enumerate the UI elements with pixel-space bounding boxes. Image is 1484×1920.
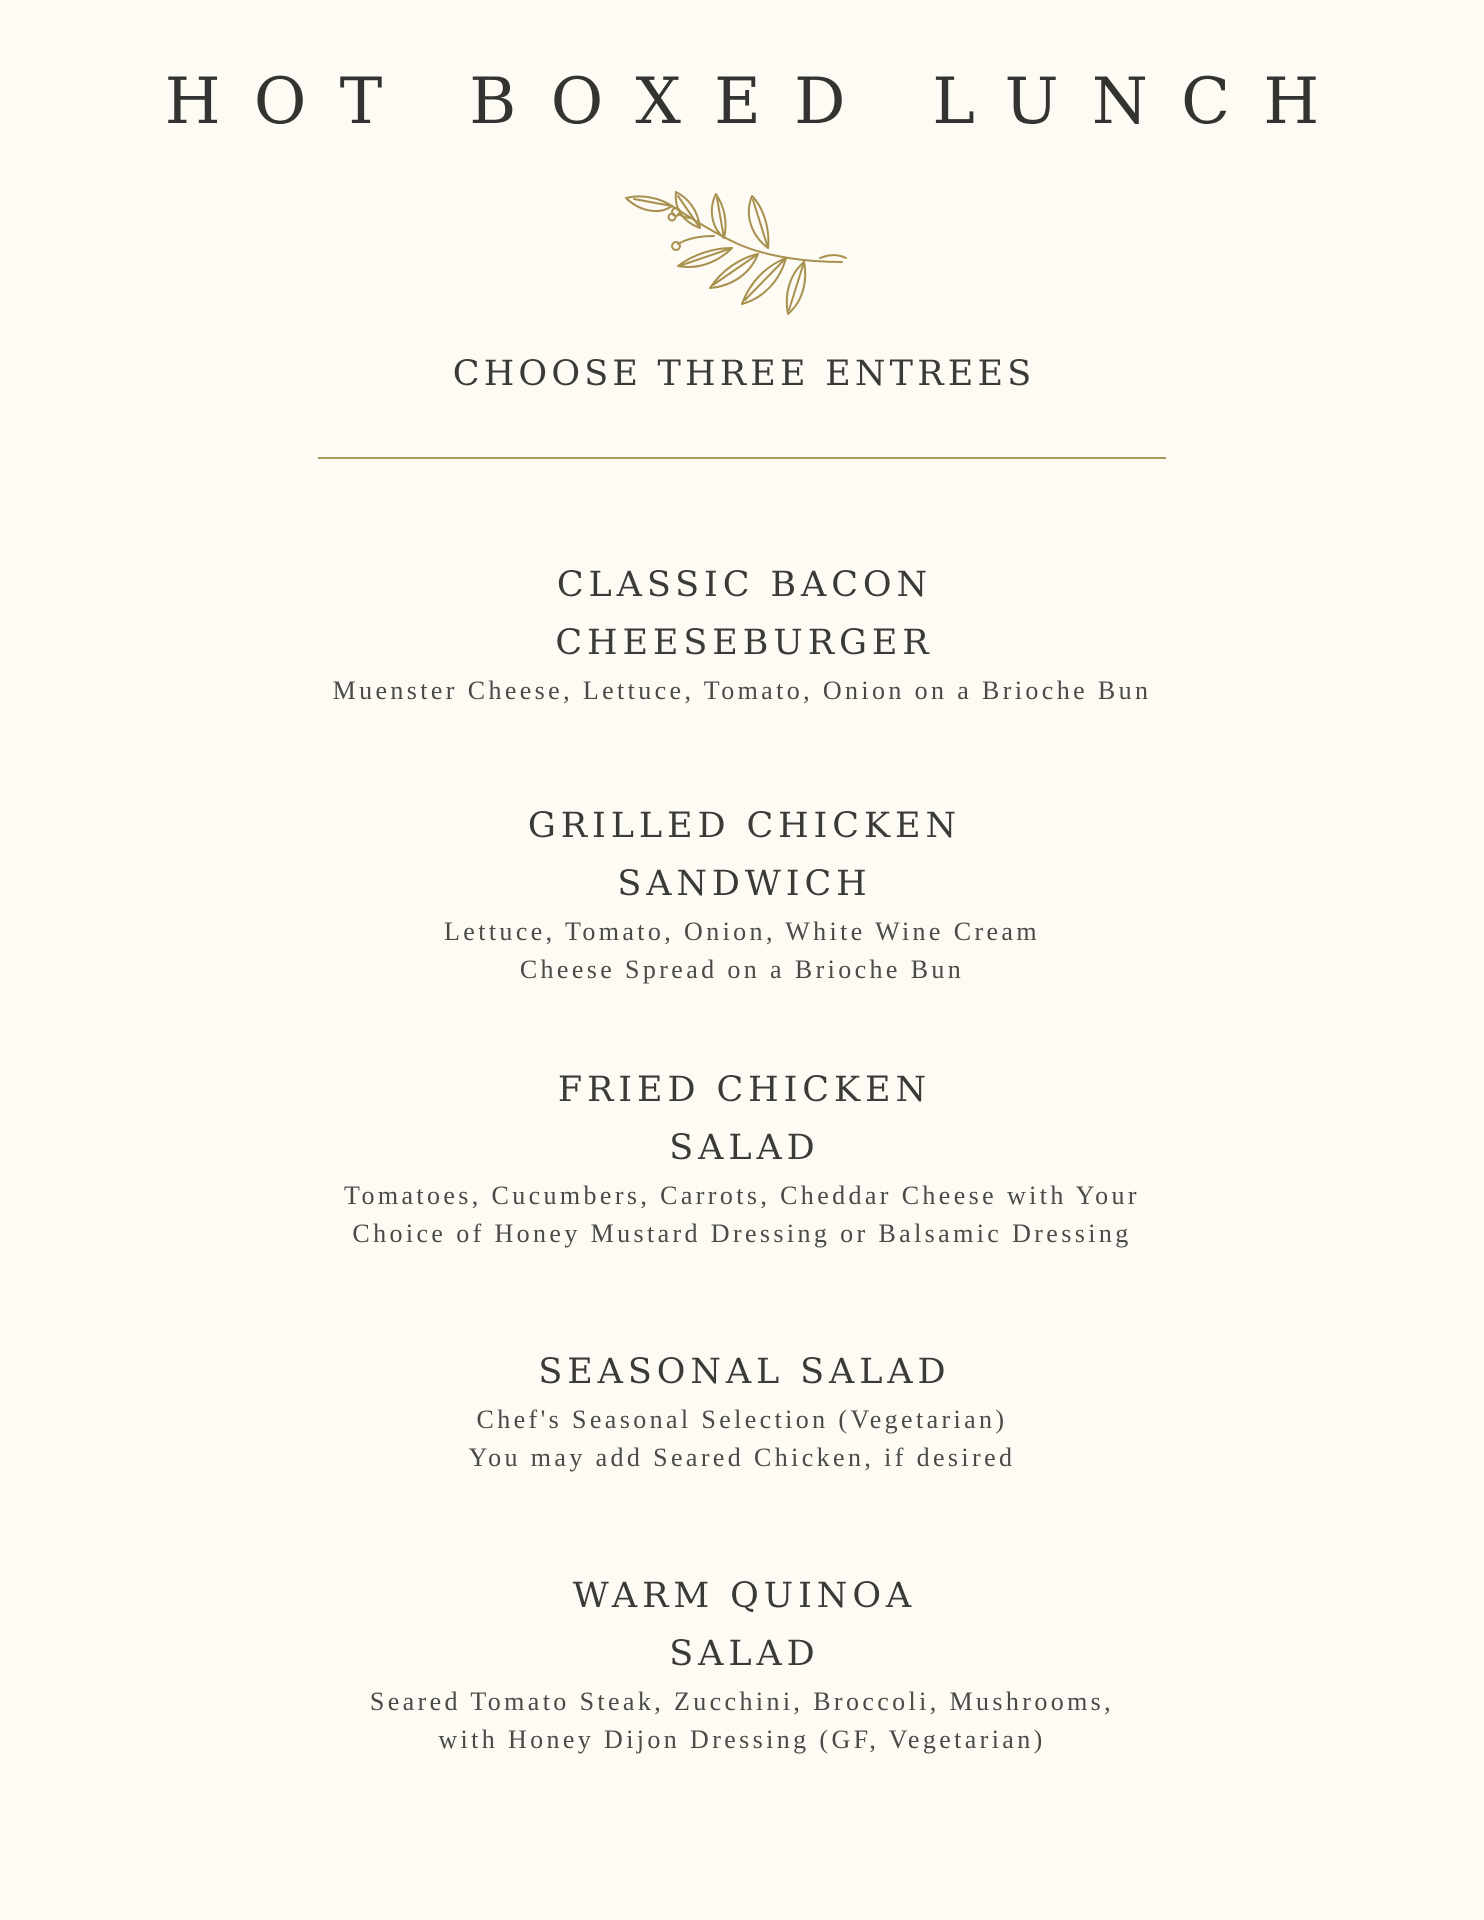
page-title: HOT BOXED LUNCH	[164, 65, 1353, 139]
leaf-sprig-icon	[620, 188, 850, 326]
entree-description: Cheese Spread on a Brioche Bun	[519, 955, 965, 984]
divider-line	[318, 457, 1166, 459]
section-subtitle: CHOOSE THREE ENTREES	[452, 354, 1036, 394]
entree-description: Choice of Honey Mustard Dressing or Balsamic Dressing	[352, 1219, 1132, 1248]
entree-item	[0, 1061, 1484, 1253]
entree-description: You may add Seared Chicken, if desired	[468, 1443, 1016, 1472]
entree-name-line: SANDWICH	[617, 864, 872, 904]
entree-description: Tomatoes, Cucumbers, Carrots, Cheddar Cheese with Your	[344, 1181, 1140, 1210]
entree-item	[0, 556, 1484, 710]
entree-name-line: SALAD	[669, 1128, 820, 1168]
entree-name-line: GRILLED CHICKEN	[527, 806, 961, 846]
entree-description: Lettuce, Tomato, Onion, White Wine Cream	[444, 917, 1040, 946]
entree-item	[0, 1343, 1484, 1477]
entree-name-line: CHEESEBURGER	[555, 623, 934, 663]
entree-name-line: SEASONAL SALAD	[538, 1352, 951, 1392]
entree-name-line: SALAD	[669, 1634, 820, 1674]
entree-name-line: WARM QUINOA	[572, 1576, 917, 1616]
entree-description: Chef's Seasonal Selection (Vegetarian)	[476, 1405, 1008, 1434]
entree-item	[0, 797, 1484, 989]
entree-name-line: CLASSIC BACON	[556, 565, 933, 605]
entree-item	[0, 1567, 1484, 1759]
entree-description: Muenster Cheese, Lettuce, Tomato, Onion on a Brioche Bun	[332, 676, 1152, 705]
entree-description: Seared Tomato Steak, Zucchini, Broccoli, Mushrooms,	[369, 1687, 1115, 1716]
entree-description: with Honey Dijon Dressing (GF, Vegetarian)	[438, 1725, 1046, 1754]
entree-name-line: FRIED CHICKEN	[557, 1070, 932, 1110]
